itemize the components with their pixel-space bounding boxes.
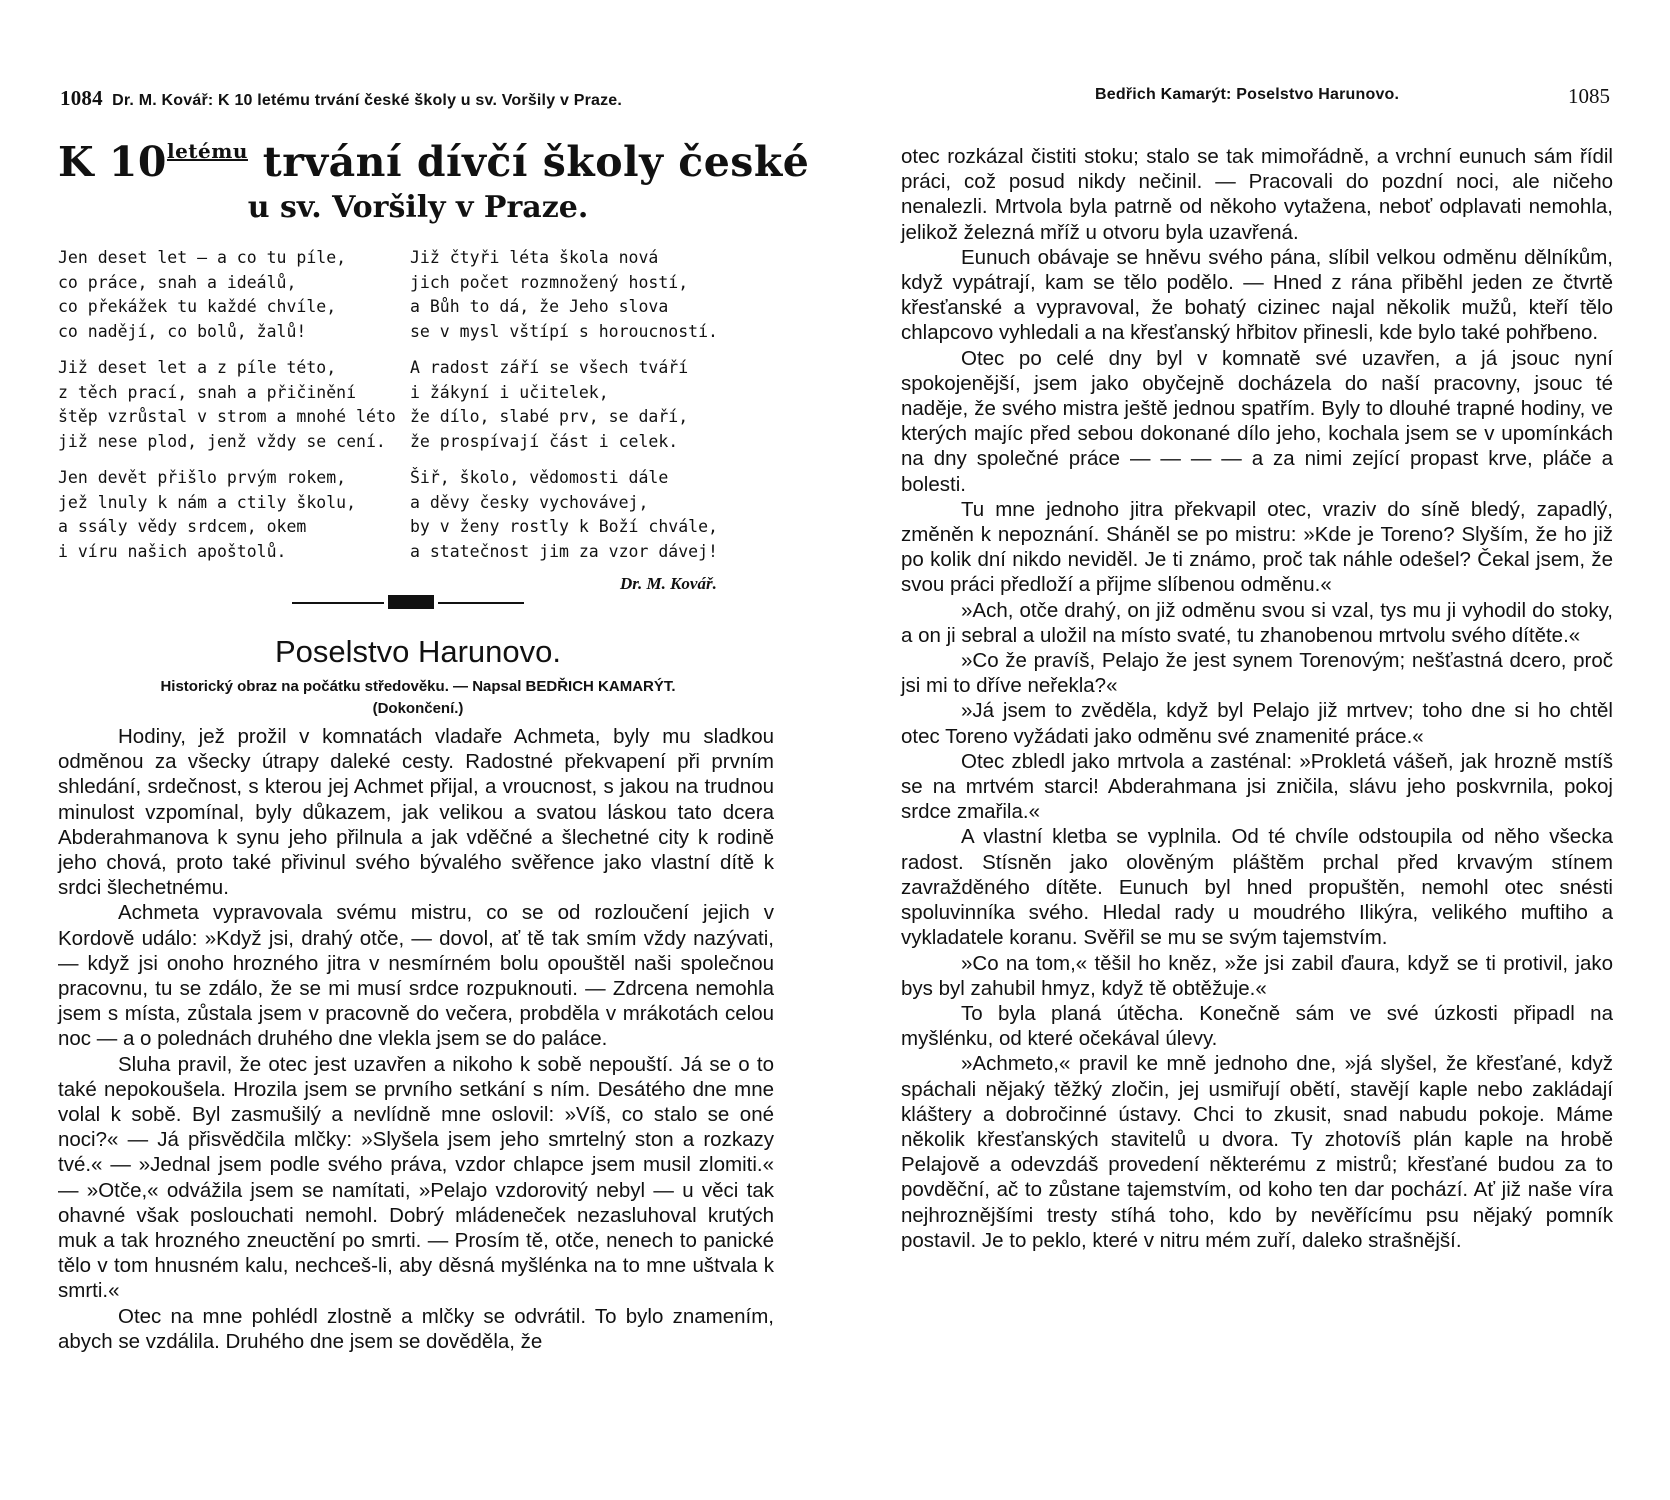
poem-line: co práce, snah a ideálů, <box>58 272 297 292</box>
poem-stanza <box>410 356 750 454</box>
paragraph: otec rozkázal čistiti stoku; stalo se tak mimořádně, a vrchní eunuch sám řídil práci, což posud nikdy nečinil. — Pracovali do pozdní noci, ale ničeho nenalezli. Mrtvola byla patrně od někoho vytažena, neboť odplavati nemohla, jelikož železná mříž u otvoru byla uzavřená. <box>901 145 1613 244</box>
poem-line: jež lnuly k nám a ctily školu, <box>58 492 357 512</box>
paragraph: »Co na tom,« těšil ho kněz, »že jsi zabil ďaura, když se ti protivil, jako bys byl zahubil hmyz, když tě obtěžuje.« <box>901 951 1613 1000</box>
paragraph: »Já jsem to zvěděla, když byl Pelajo již mrtvev; toho dne si ho chtěl otec Toreno vyžádati jako odměnu své znamenité práce.« <box>901 699 1613 748</box>
paragraph: Otec zbledl jako mrtvola a zasténal: »Prokletá vášeň, jak hrozně mstíš se na mrtvém starci! Abderahmana jsi zničila, slávu jeho poskvrnila, pokoj srdce zmařila.« <box>901 749 1613 824</box>
poem-stanza <box>410 246 750 344</box>
paragraph: Eunuch obávaje se hněvu svého pána, slíbil velkou odměnu dělníkům, když vypátrají, kam se tělo podělo. — Hned z rána přiběhl jeden ze čtvrtě křesťanské a vypravoval, že bohatý cizinec najal několik mužů, kteří tělo chlapcovo vyhledali a na křesťanský hřbitov přinesli, kde bylo také pohřbeno. <box>901 245 1613 345</box>
right-page <box>835 0 1670 1500</box>
paragraph: Otec na mne pohlédl zlostně a mlčky se odvrátil. To bylo znamením, abych se vzdálila. Druhého dne jsem se dověděla, že <box>58 1304 774 1353</box>
left-page-number: 1084 <box>60 86 103 110</box>
left-header-text: Dr. M. Kovář: K 10 letému trvání české školy u sv. Voršily v Praze. <box>112 92 623 109</box>
poem-line: co nadějí, co bolů, žalů! <box>58 321 307 341</box>
left-running-header <box>60 86 622 111</box>
poem-title-line2: u sv. Voršily v Praze. <box>247 190 589 225</box>
poem-line: a Bůh to dá, že Jeho slova <box>410 297 669 316</box>
poem-right-column <box>410 246 750 576</box>
poem-line: štěp vzrůstal v strom a mnohé léto <box>58 407 396 426</box>
paragraph: »Achmeto,« pravil ke mně jednoho dne, »já slyšel, že křesťané, když spáchali nějaký těžký zločin, jej usmiřují obětí, stavějí kaple nebo zakládají kláštery a dobročinné ústavy. Chci to zkusit, snad nabudu pokoje. Máme několik křesťanských stavitelů u dvora. Ty zhotovíš plán kaple na hrobě Pelajově a odevzdáš provedení některému z mistrů; křesťané budou za to povděční, ač to zůstane tajemstvím, od koho ten dar pochází. Ať již naše víra nejhroznějšími tresty stíhá toho, kdo by nevěřícímu psu nějaký pomník postavil. Je to peklo, které v nitru mém zuří, daleko strašnější. <box>901 1052 1613 1252</box>
poem-line: co překážek tu každé chvíle, <box>58 297 337 316</box>
paragraph: Otec po celé dny byl v komnatě své uzavřen, a já jsouc nyní spokojenější, jsem jako obyčejně docházela do naší pracovny, jsouc té naděje, že svého mistra ještě jednou spatřím. Byly to dlouhé trapné hodiny, ve kterých majíc před sebou dokonané dílo jeho, kochala jsem se v upomínkách na dny společné práce — — — — a za nimi zející propast krve, pláče a bolesti. <box>901 346 1613 496</box>
poem-stanza <box>58 356 398 454</box>
paragraph: Sluha pravil, že otec jest uzavřen a nikoho k sobě nepouští. Já se o to také nepokoušela. Hrozila jsem se prvního setkání s ním. Desátého dne mne volal k sobě. Byl zasmušilý a nevlídně mne oslovil: »Víš, co stalo se oné noci?« — Já přisvědčila mlčky: »Slyšela jsem jeho smrtelný ston a rozkazy tvé.« — »Jednal jsem podle svého práva, vzdor chlapce jsem musil zlomiti.« — »Otče,« odvážila jsem se namítati, »Pelajo vzdorovitý nebyl — u věci tak ohavné však poslouchati nemohl. Dobrý mládeneček nezasluhoval krutých muk a tak hrozného zneuctění po smrti. — Prosím tě, otče, nenech to panické tělo v tom hnusném kalu, nechceš-li, aby děsná myšlénka na to mne uštvala k smrti.« <box>58 1052 774 1303</box>
paragraph: »Ach, otče drahý, on již odměnu svou si vzal, tys mu ji vyhodil do stoky, a on ji sebral a uložil na místo svaté, tu zhanobenou mrtvolu svého dítěte.« <box>901 598 1613 647</box>
poem-line: Jen deset let — a co tu píle, <box>58 248 347 267</box>
paragraph: A vlastní kletba se vyplnila. Od té chvíle odstoupila od něho všecka radost. Stísněn jako olověným pláštěm prchal před krvavým stínem zavražděného dítěte. Eunuch byl hned propuštěn, nemohl otec snésti spoluvinníka svého. Hledal rady u moudrého Ilikýra, velikého muftiho a vykladatele koranu. Svěřil se mu se svým tajemstvím. <box>901 825 1613 950</box>
poem-stanza <box>58 466 398 564</box>
poem-line: že prospívají část i celek. <box>410 431 679 451</box>
poem-title <box>58 138 810 186</box>
right-page-number: 1085 <box>1568 84 1610 108</box>
poem-line: již nese plod, jenž vždy se cení. <box>58 431 386 451</box>
poem-title-small-word: letému <box>166 139 248 163</box>
story-continued-note: (Dokončení.) <box>372 700 464 717</box>
poem-line: a ssály vědy srdcem, okem <box>58 517 307 536</box>
poem-signature: Dr. M. Kovář. <box>620 574 717 593</box>
left-body-text <box>58 724 774 1354</box>
poem-line: a děvy česky vychovávej, <box>410 492 649 512</box>
poem-line: by v ženy rostly k Boží chvále, <box>410 517 718 536</box>
story-title: Poselstvo Harunovo. <box>274 634 562 669</box>
paragraph: Hodiny, jež prožil v komnatách vladaře Achmeta, byly mu sladkou odměnou za všecky útrapy daleké cesty. Radostné překvapení při prvním shledání, srdečnost, s kterou jej Achmet přijal, a vroucnost, s jakou na trudnou minulost vzpomínal, byly důkazem, jak velikou a svatou láskou tato dcera Abderahmanova k synu jeho přilnula a jak vděčné a šlechetné city k rodině jeho chová, proto také přivinul svého bývalého svěřence jako vlastní dítě k srdci šlechetnému. <box>58 725 774 900</box>
poem-title-part2: trvání dívčí školy české <box>262 138 810 186</box>
paragraph: Achmeta vypravovala svému mistru, co se od rozloučení jejich v Kordově událo: »Když jsi, drahý otče, — dovol, ať tě tak smím vždy nazývati, — když jsi onoho hrozného jitra v nesmírném bolu opouštěl naši společnou pracovnu, tu se zdálo, že se mi musí srdce rozpuknouti. — Zdrcena nemohla jsem s místa, zůstala jsem v pracovně do večera, probděla v mrákotách celou noc — a o polednách druhého dne vlekla jsem se do paláce. <box>58 901 774 1051</box>
right-running-header: Bedřich Kamarýt: Poselstvo Harunovo. <box>1095 86 1400 103</box>
poem-line: Již čtyři léta škola nová <box>410 248 659 267</box>
story-subtitle: Historický obraz na počátku středověku. — Napsal BEDŘICH KAMARÝT. <box>160 678 676 695</box>
ornament-divider <box>292 595 524 611</box>
paragraph: Tu mne jednoho jitra překvapil otec, vraziv do síně bledý, zapadlý, změněn k nepoznání. Sháněl se po mistru: »Kde je Toreno? Slyším, že ho již po kolik dní nikdo neviděl. Je ti známo, proč tak náhle odešel? Čekal jsem, že svou práci předloží a přijme slíbenou odměnu.« <box>901 497 1613 597</box>
poem-line: že dílo, slabé prv, se daří, <box>410 407 689 426</box>
poem-line: i víru našich apoštolů. <box>58 541 287 561</box>
poem-line: se v mysl vštípí s horoucností. <box>410 321 718 341</box>
poem-stanza <box>58 246 398 344</box>
poem-line: a statečnost jim za vzor dávej! <box>410 541 718 561</box>
poem-left-column <box>58 246 398 576</box>
poem-stanza <box>410 466 750 564</box>
poem-line: i žákyní i učitelek, <box>410 382 609 402</box>
poem-line: Šiř, školo, vědomosti dále <box>410 468 669 487</box>
poem-line: z těch prací, snah a přičinění <box>58 382 357 402</box>
paragraph: To byla planá útěcha. Konečně sám ve své úzkosti připadl na myšlénku, od které očekával úlevy. <box>901 1001 1613 1051</box>
poem-title-part1: K 10 <box>58 138 167 186</box>
poem-line: Jen devět přišlo prvým rokem, <box>58 468 347 487</box>
paragraph: »Co že pravíš, Pelajo že jest synem Torenovým; nešťastná dcero, proč jsi mi to dříve neřekla?« <box>901 649 1613 698</box>
poem-line: A radost září se všech tváří <box>410 358 689 377</box>
poem-line: jich počet rozmnožený hostí, <box>410 272 689 292</box>
poem-line: Již deset let a z píle této, <box>58 358 337 377</box>
right-body-text <box>901 144 1613 1253</box>
